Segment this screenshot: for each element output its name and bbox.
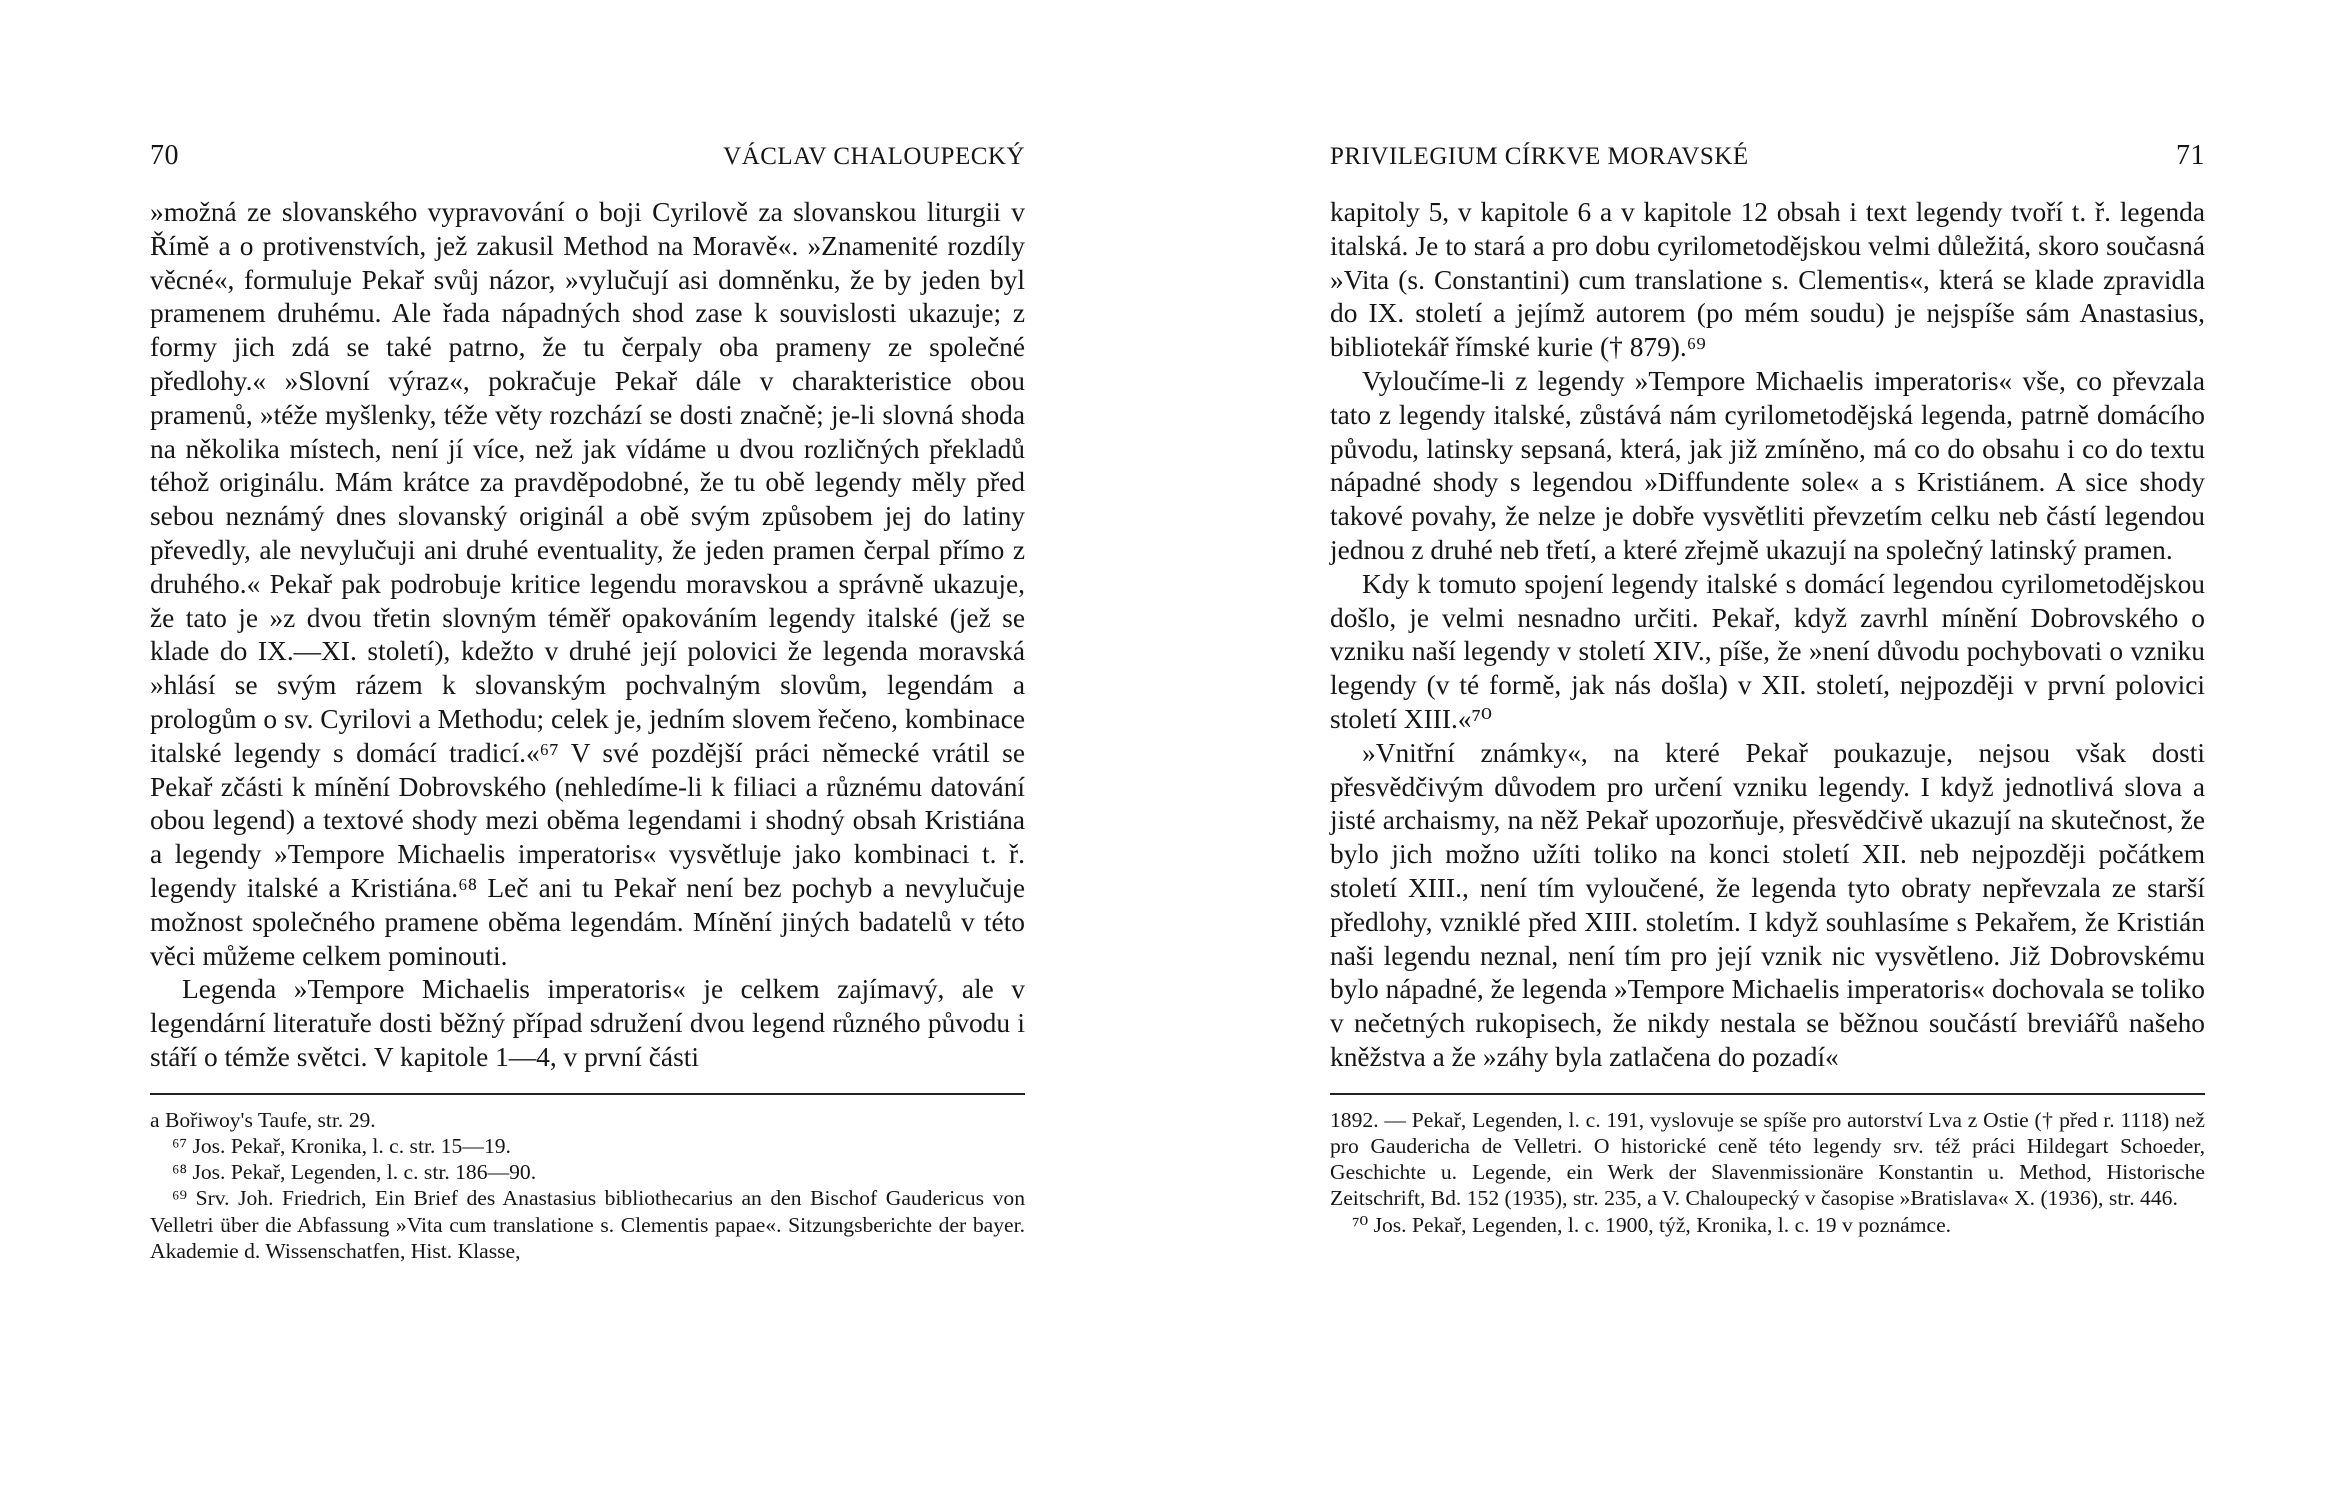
right-page [1330, 140, 2205, 1238]
footnote: ⁷⁰ Jos. Pekař, Legenden, l. c. 1900, týž, Kronika, l. c. 19 v poznámce. [1352, 1212, 1952, 1237]
running-title: PRIVILEGIUM CÍRKVE MORAVSKÉ [1330, 143, 1749, 170]
footnote: ⁶⁹ Srv. Joh. Friedrich, Ein Brief des Anastasius bibliothecarius an den Bischof Gaudericus von Velletri über die Abfassung »Vita cum translatione s. Clementis papae«. Sitzungsberichte der bayer. Akademie d. Wissenschatfen, Hist. Klasse, [150, 1186, 1025, 1263]
body-text [150, 196, 1025, 1075]
paragraph: kapitoly 5, v kapitole 6 a v kapitole 12 obsah i text legendy tvoří t. ř. legenda italská. Je to stará a pro dobu cyrilometodějskou velmi důležitá, skoro současná »Vita (s. Constantini) cum translatione s. Clementis«, která se klade zpravidla do IX. století a jejímž autorem (po mém soudu) je nejspíše sám Anastasius, bibliotekář římské kurie († 879).⁶⁹ [1330, 197, 2205, 363]
footnotes [1330, 1107, 2205, 1238]
footnote: ⁶⁸ Jos. Pekař, Legenden, l. c. str. 186—90. [172, 1160, 537, 1185]
paragraph: »Vnitřní známky«, na které Pekař poukazuje, nejsou však dosti přesvědčivým důvodem pro určení vzniku legendy. I když jednotlivá slova a jisté archaismy, na něž Pekař upozorňuje, přesvědčivě ukazují na skutečnost, že bylo jich možno užíti toliko na konci století XII. neb nejpozději počátkem století XIII., není tím vyloučené, že legenda tyto obraty nepřevzala ze starší předlohy, vzniklé před XIII. stoletím. I když souhlasíme s Pekařem, že Kristián naši legendu neznal, není tím pro její vznik nic vysvětleno. Již Dobrovskému bylo nápadné, že legenda »Tempore Michaelis imperatoris« dochovala se toliko v nečetných rukopisech, že nikdy nestala se běžnou součástí breviářů našeho kněžstva a že »záhy byla zatlačena do pozadí« [1330, 737, 2205, 1072]
footnote-rule [150, 1093, 1025, 1095]
paragraph: Vyloučíme-li z legendy »Tempore Michaelis imperatoris« vše, co převzala tato z legendy italské, zůstává nám cyrilometodějská legenda, patrně domácího původu, latinsky sepsaná, která, jak již zmíněno, má co do obsahu i co do textu nápadné shody s legendou »Diffundente sole« a s Kristiánem. A sice shody takové povahy, že nelze je dobře vysvětliti převzetím celku neb částí legendou jednou z druhé neb třetí, a které zřejmě ukazují na společný latinský pramen. [1330, 365, 2205, 565]
body-text [1330, 196, 2205, 1075]
paragraph: Kdy k tomuto spojení legendy italské s domácí legendou cyrilometodějskou došlo, je velmi nesnadno určiti. Pekař, když zavrhl mínění Dobrovského o vzniku naší legendy v století XIV., píše, že »není důvodu pochybovati o vzniku legendy (v té formě, jak nás došla) v XII. století, nejpozději v první polovici století XIII.«⁷⁰ [1330, 568, 2205, 734]
left-page [150, 140, 1025, 1264]
paragraph: Legenda »Tempore Michaelis imperatoris« je celkem zajímavý, ale v legendární literatuře dosti běžný případ sdružení dvou legend různého původu i stáří o témže světci. V kapitole 1—4, v první části [150, 974, 1025, 1072]
page-number: 70 [150, 140, 179, 171]
running-title: VÁCLAV CHALOUPECKÝ [723, 143, 1025, 170]
footnote: a Bořiwoy's Taufe, str. 29. [150, 1107, 376, 1132]
footnote: 1892. — Pekař, Legenden, l. c. 191, vyslovuje se spíše pro autorství Lva z Ostie († před r. 1118) než pro Gaudericha de Velletri. O historické ceně této legendy srv. též práci Hildegart Schoeder, Geschichte u. Legende, ein Werk der Slavenmissionäre Konstantin u. Method, Historische Zeitschrift, Bd. 152 (1935), str. 235, a V. Chaloupecký v časopise »Bratislava« X. (1936), str. 446. [1330, 1107, 2205, 1211]
footnotes [150, 1107, 1025, 1264]
running-head [1330, 140, 2205, 176]
footnote-rule [1330, 1093, 2205, 1095]
footnote: ⁶⁷ Jos. Pekař, Kronika, l. c. str. 15—19. [172, 1133, 511, 1158]
running-head [150, 140, 1025, 176]
page-number: 71 [2176, 140, 2205, 171]
paragraph: »možná ze slovanského vypravování o boji Cyrilově za slovanskou liturgii v Římě a o protivenstvích, jež zakusil Method na Moravě«. »Znamenité rozdíly věcné«, formuluje Pekař svůj názor, »vylučují asi domněnku, že by jeden byl pramenem druhému. Ale řada nápadných shod zase k souvislosti ukazuje; z formy jich zdá se také patrno, že tu čerpaly oba prameny ze společné předlohy.« »Slovní výraz«, pokračuje Pekař dále v charakteristice obou pramenů, »téže myšlenky, téže věty rozchází se dosti značně; je-li slovná shoda na několika místech, není jí více, než jak vídáme u dvou rozličných překladů téhož originálu. Mám krátce za pravděpodobné, že tu obě legendy měly před sebou neznámý dnes slovanský originál a obě svým způsobem jej do latiny převedly, ale nevylučuji ani druhé eventuality, že jeden pramen čerpal přímo z druhého.« Pekař pak podrobuje kritice legendu moravskou a správně ukazuje, že tato je »z dvou třetin slovným téměř opakováním legendy italské (jež se klade do IX.—XI. století), kdežto v druhé její polovici že legenda moravská »hlásí se svým rázem k slovanským pochvalným slovům, legendám a prologům o sv. Cyrilovi a Methodu; celek je, jedním slovem řečeno, kombinace italské legendy s domácí tradicí.«⁶⁷ V své pozdější práci německé vrátil se Pekař zčásti k mínění Dobrovského (nehledíme-li k filiaci a různému datování obou legend) a textové shody mezi oběma legendami i shodný obsah Kristiána a legendy »Tempore Michaelis imperatoris« vysvětluje jako kombinaci t. ř. legendy italské a Kristiána.⁶⁸ Leč ani tu Pekař není bez pochyb a nevylučuje možnost společného pramene oběma legendám. Mínění jiných badatelů v této věci můžeme celkem pominouti. [150, 197, 1025, 971]
